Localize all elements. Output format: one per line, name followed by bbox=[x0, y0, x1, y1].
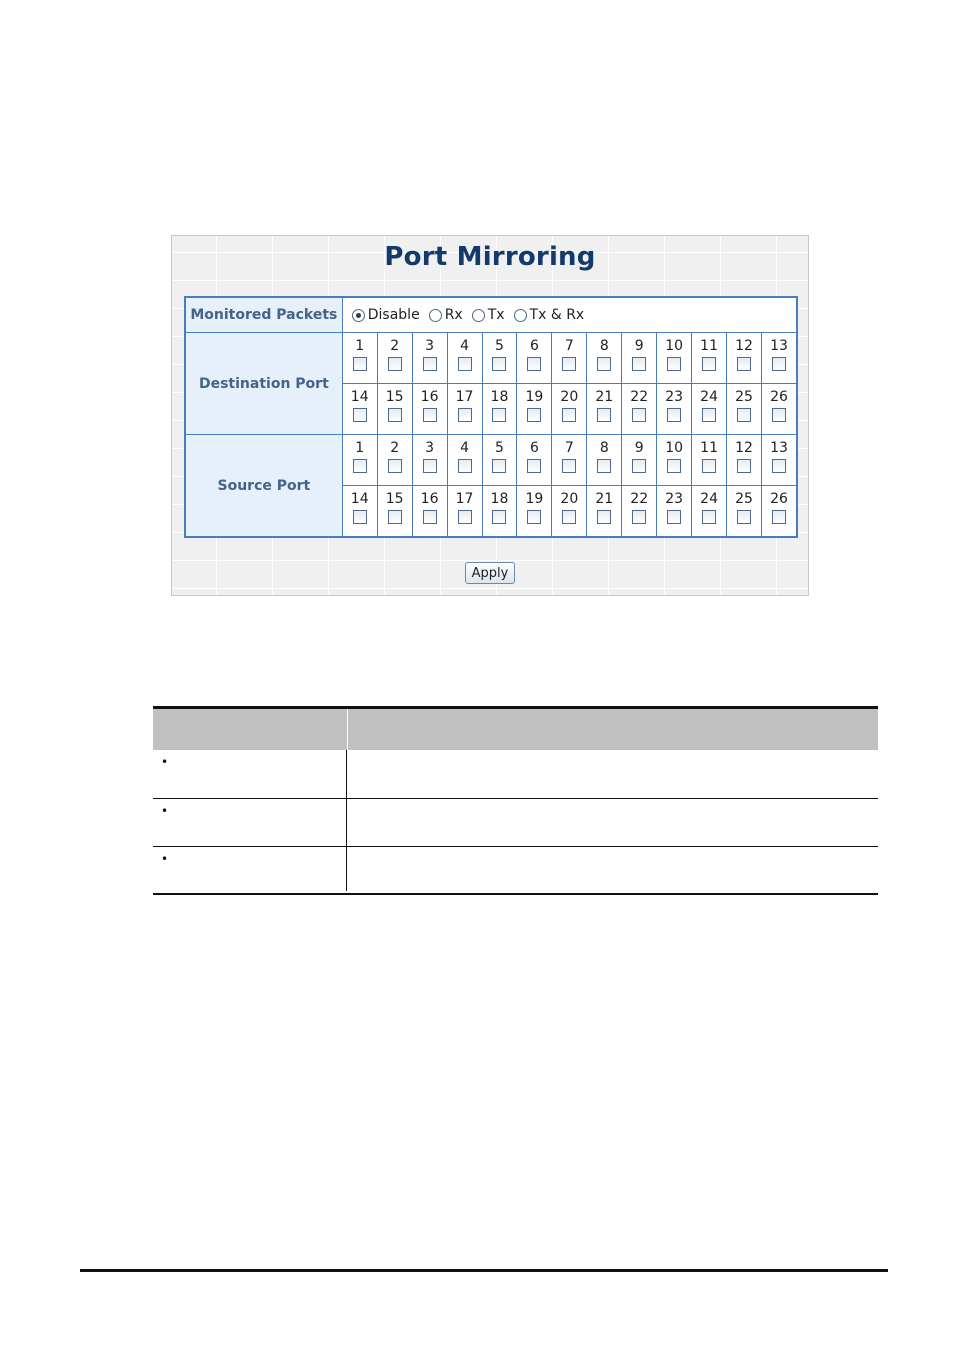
source-port-checkbox[interactable] bbox=[388, 459, 402, 473]
port-cell bbox=[587, 435, 622, 486]
source-port-checkbox[interactable] bbox=[632, 459, 646, 473]
radio-tx-rx[interactable] bbox=[514, 309, 527, 322]
source-port-checkbox[interactable] bbox=[458, 510, 472, 524]
port-cell bbox=[657, 333, 692, 384]
port-cell bbox=[342, 333, 377, 384]
port-cell bbox=[482, 486, 517, 538]
port-number: 25 bbox=[735, 389, 753, 405]
bullet: • bbox=[161, 804, 169, 818]
radio-disable-label: Disable bbox=[367, 307, 420, 323]
source-port-checkbox[interactable] bbox=[562, 510, 576, 524]
port-number: 6 bbox=[529, 440, 539, 456]
footer-rule bbox=[80, 1269, 888, 1272]
radio-tx-label: Tx bbox=[487, 307, 505, 323]
port-cell bbox=[517, 435, 552, 486]
source-port-checkbox[interactable] bbox=[772, 459, 786, 473]
port-cell bbox=[692, 333, 727, 384]
destination-port-checkbox[interactable] bbox=[388, 408, 402, 422]
port-number: 25 bbox=[735, 491, 753, 507]
port-cell bbox=[552, 486, 587, 538]
source-port-checkbox[interactable] bbox=[353, 459, 367, 473]
destination-port-checkbox[interactable] bbox=[458, 357, 472, 371]
port-number: 13 bbox=[770, 440, 788, 456]
source-port-label: Source Port bbox=[185, 435, 342, 538]
destination-port-checkbox[interactable] bbox=[423, 357, 437, 371]
monitored-packets-label: Monitored Packets bbox=[185, 297, 342, 333]
port-number: 24 bbox=[700, 491, 718, 507]
table-bottom-rule bbox=[153, 893, 878, 895]
source-port-checkbox[interactable] bbox=[667, 459, 681, 473]
table-row bbox=[153, 750, 878, 799]
header-object-cell bbox=[153, 709, 348, 750]
port-number: 5 bbox=[495, 338, 504, 354]
destination-port-checkbox[interactable] bbox=[423, 408, 437, 422]
port-cell bbox=[622, 333, 657, 384]
port-cell bbox=[412, 435, 447, 486]
port-number: 19 bbox=[525, 491, 544, 507]
source-port-checkbox[interactable] bbox=[667, 510, 681, 524]
destination-port-label: Destination Port bbox=[185, 333, 342, 435]
destination-port-checkbox[interactable] bbox=[458, 408, 472, 422]
port-number: 23 bbox=[665, 389, 684, 405]
port-cell bbox=[552, 333, 587, 384]
port-cell bbox=[692, 384, 727, 435]
source-port-checkbox[interactable] bbox=[388, 510, 402, 524]
port-number: 15 bbox=[385, 491, 404, 507]
port-number: 4 bbox=[460, 440, 469, 456]
port-cell bbox=[552, 384, 587, 435]
port-cell bbox=[377, 384, 412, 435]
port-cell bbox=[727, 486, 762, 538]
port-cell bbox=[447, 435, 482, 486]
port-cell bbox=[762, 435, 798, 486]
port-cell bbox=[377, 486, 412, 538]
port-cell bbox=[342, 435, 377, 486]
port-number: 20 bbox=[560, 389, 579, 405]
source-port-checkbox[interactable] bbox=[702, 510, 716, 524]
source-port-checkbox[interactable] bbox=[492, 459, 506, 473]
port-number: 21 bbox=[595, 491, 614, 507]
destination-port-checkbox[interactable] bbox=[388, 357, 402, 371]
port-number: 1 bbox=[355, 338, 365, 354]
port-number: 12 bbox=[735, 440, 753, 456]
source-port-checkbox[interactable] bbox=[772, 510, 786, 524]
port-number: 5 bbox=[495, 440, 504, 456]
port-cell bbox=[657, 384, 692, 435]
radio-tx[interactable] bbox=[472, 309, 485, 322]
port-number: 17 bbox=[455, 491, 474, 507]
port-number: 18 bbox=[490, 491, 509, 507]
destination-port-checkbox[interactable] bbox=[597, 357, 611, 371]
port-cell bbox=[762, 486, 798, 538]
port-cell bbox=[412, 333, 447, 384]
destination-port-checkbox[interactable] bbox=[737, 357, 751, 371]
description-table-header bbox=[153, 709, 878, 750]
port-number: 3 bbox=[425, 338, 435, 354]
port-cell bbox=[342, 486, 377, 538]
source-port-checkbox[interactable] bbox=[353, 510, 367, 524]
source-port-checkbox[interactable] bbox=[527, 459, 541, 473]
port-number: 13 bbox=[770, 338, 788, 354]
port-number: 8 bbox=[599, 440, 609, 456]
port-number: 22 bbox=[630, 491, 649, 507]
port-cell bbox=[517, 333, 552, 384]
source-port-checkbox[interactable] bbox=[737, 510, 751, 524]
port-number: 26 bbox=[770, 389, 788, 405]
port-cell bbox=[657, 486, 692, 538]
radio-disable[interactable] bbox=[352, 309, 365, 322]
port-number: 21 bbox=[595, 389, 614, 405]
port-cell bbox=[342, 384, 377, 435]
source-port-checkbox[interactable] bbox=[737, 459, 751, 473]
radio-rx[interactable] bbox=[429, 309, 442, 322]
port-number: 20 bbox=[560, 491, 579, 507]
port-number: 10 bbox=[665, 338, 684, 354]
destination-port-checkbox[interactable] bbox=[702, 357, 716, 371]
destination-port-checkbox[interactable] bbox=[597, 408, 611, 422]
port-number: 2 bbox=[390, 338, 400, 354]
table-row bbox=[153, 847, 878, 891]
port-cell bbox=[657, 435, 692, 486]
bullet: • bbox=[161, 852, 169, 866]
source-port-checkbox[interactable] bbox=[702, 459, 716, 473]
port-mirroring-table bbox=[184, 296, 798, 538]
source-port-checkbox[interactable] bbox=[423, 459, 437, 473]
port-cell bbox=[622, 486, 657, 538]
destination-port-checkbox[interactable] bbox=[562, 408, 576, 422]
port-cell bbox=[552, 435, 587, 486]
source-port-checkbox[interactable] bbox=[492, 510, 506, 524]
port-cell bbox=[727, 384, 762, 435]
port-number: 1 bbox=[355, 440, 365, 456]
destination-port-checkbox[interactable] bbox=[492, 408, 506, 422]
port-cell bbox=[727, 333, 762, 384]
bullet: • bbox=[161, 755, 169, 769]
source-port-checkbox[interactable] bbox=[597, 459, 611, 473]
port-number: 6 bbox=[529, 338, 539, 354]
destination-port-checkbox[interactable] bbox=[667, 357, 681, 371]
port-cell bbox=[692, 486, 727, 538]
port-cell bbox=[412, 384, 447, 435]
port-number: 17 bbox=[455, 389, 474, 405]
port-number: 19 bbox=[525, 389, 544, 405]
port-number: 26 bbox=[770, 491, 788, 507]
source-port-checkbox[interactable] bbox=[632, 510, 646, 524]
port-number: 18 bbox=[490, 389, 509, 405]
port-cell bbox=[482, 333, 517, 384]
port-cell bbox=[447, 384, 482, 435]
destination-port-checkbox[interactable] bbox=[353, 408, 367, 422]
port-number: 12 bbox=[735, 338, 753, 354]
monitored-packets-options bbox=[342, 297, 797, 333]
destination-port-checkbox[interactable] bbox=[562, 357, 576, 371]
port-number: 15 bbox=[385, 389, 404, 405]
port-cell bbox=[447, 486, 482, 538]
port-cell bbox=[377, 435, 412, 486]
port-cell bbox=[587, 486, 622, 538]
source-port-checkbox[interactable] bbox=[562, 459, 576, 473]
source-port-checkbox[interactable] bbox=[423, 510, 437, 524]
port-number: 14 bbox=[350, 389, 369, 405]
port-cell bbox=[762, 333, 798, 384]
destination-port-checkbox[interactable] bbox=[667, 408, 681, 422]
port-cell bbox=[622, 384, 657, 435]
port-number: 10 bbox=[665, 440, 684, 456]
radio-rx-label: Rx bbox=[444, 307, 463, 323]
port-mirroring-panel bbox=[171, 235, 809, 596]
port-number: 22 bbox=[630, 389, 649, 405]
port-number: 24 bbox=[700, 389, 718, 405]
destination-port-checkbox[interactable] bbox=[702, 408, 716, 422]
apply-button[interactable]: Apply bbox=[465, 562, 515, 584]
table-row bbox=[153, 799, 878, 847]
port-number: 11 bbox=[700, 440, 718, 456]
port-cell bbox=[692, 435, 727, 486]
port-number: 7 bbox=[564, 440, 574, 456]
port-number: 2 bbox=[390, 440, 400, 456]
destination-port-checkbox[interactable] bbox=[353, 357, 367, 371]
port-number: 3 bbox=[425, 440, 435, 456]
port-cell bbox=[587, 333, 622, 384]
port-number: 9 bbox=[634, 338, 644, 354]
radio-tx-rx-label: Tx & Rx bbox=[529, 307, 585, 323]
port-cell bbox=[587, 384, 622, 435]
port-cell bbox=[622, 435, 657, 486]
destination-port-checkbox[interactable] bbox=[527, 408, 541, 422]
port-cell bbox=[517, 384, 552, 435]
port-number: 16 bbox=[420, 491, 439, 507]
port-number: 11 bbox=[700, 338, 718, 354]
destination-port-checkbox[interactable] bbox=[492, 357, 506, 371]
port-number: 9 bbox=[634, 440, 644, 456]
destination-port-checkbox[interactable] bbox=[737, 408, 751, 422]
source-port-checkbox[interactable] bbox=[458, 459, 472, 473]
source-port-checkbox[interactable] bbox=[597, 510, 611, 524]
port-cell bbox=[482, 384, 517, 435]
port-cell bbox=[412, 486, 447, 538]
port-cell bbox=[727, 435, 762, 486]
port-number: 14 bbox=[350, 491, 369, 507]
port-cell bbox=[517, 486, 552, 538]
description-table bbox=[153, 706, 878, 895]
port-number: 4 bbox=[460, 338, 469, 354]
port-cell bbox=[447, 333, 482, 384]
destination-port-checkbox[interactable] bbox=[527, 357, 541, 371]
port-number: 8 bbox=[599, 338, 609, 354]
port-number: 7 bbox=[564, 338, 574, 354]
port-cell bbox=[377, 333, 412, 384]
port-number: 16 bbox=[420, 389, 439, 405]
destination-port-checkbox[interactable] bbox=[632, 357, 646, 371]
port-cell bbox=[482, 435, 517, 486]
port-number: 23 bbox=[665, 491, 684, 507]
destination-port-checkbox[interactable] bbox=[772, 357, 786, 371]
destination-port-checkbox[interactable] bbox=[772, 408, 786, 422]
port-cell bbox=[762, 384, 798, 435]
page-title: Port Mirroring bbox=[384, 242, 596, 272]
source-port-checkbox[interactable] bbox=[527, 510, 541, 524]
destination-port-checkbox[interactable] bbox=[632, 408, 646, 422]
